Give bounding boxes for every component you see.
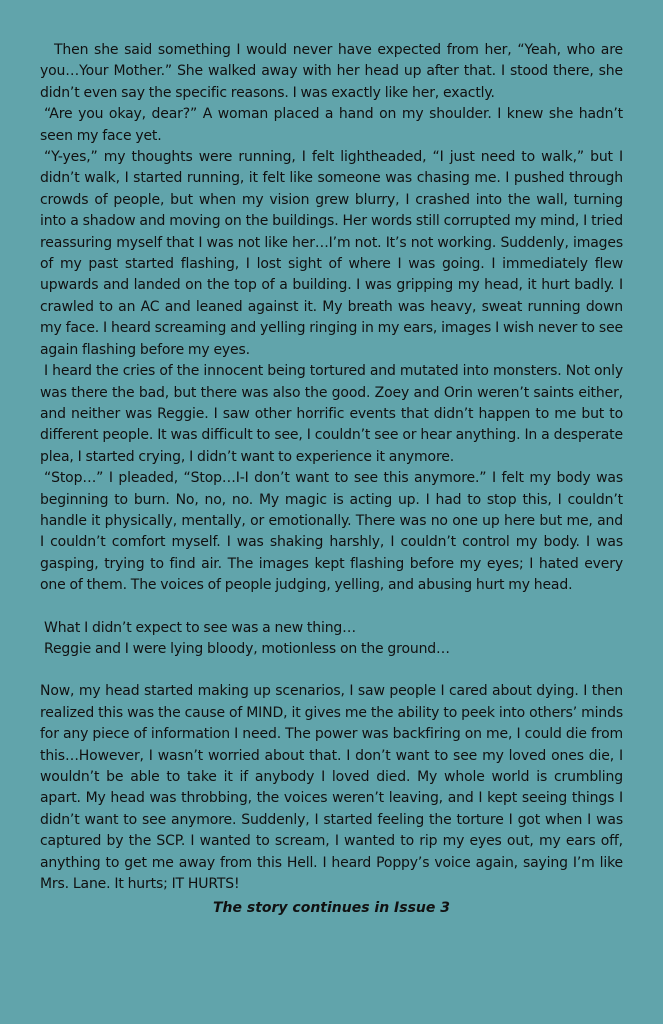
paragraph-3: “Y-yes,” my thoughts were running, I felt lightheaded, “I just need to walk,” but I didn’t walk, I started running, it felt like someone was chasing me. I pushed through crowds of people, but when my vision grew blurry, I crashed into the wall, turning into a shadow and moving on the buildings. Her words still corrupted my mind, I tried reassuring myself that I was not like her…I’m not. It’s not working. Suddenly, images of my past started flashing, I lost sight of where I was going. I immediately flew upwards and landed on the top of a building. I was gripping my head, it hurt badly. I crawled to an AC and leaned against it. My breath was heavy, sweat running down my face. I heard screaming and yelling ringing in my ears, images I wish never to see again flashing before my eyes. [40, 149, 623, 358]
paragraph-6: What I didn’t expect to see was a new thing… [44, 619, 357, 636]
paragraph-gap [40, 660, 623, 681]
paragraph-gap [40, 597, 623, 618]
paragraph-2: “Are you okay, dear?” A woman placed a hand on my shoulder. I knew she hadn’t seen my face yet. [40, 106, 623, 144]
continued-note: The story continues in Issue 3 [212, 900, 451, 917]
paragraph-4: I heard the cries of the innocent being tortured and mutated into monsters. Not only was there the bad, but there was also the good. Zoey and Orin weren’t saints either, and neither was Reggie. I saw other horrific events that didn’t happen to me but to different people. It was difficult to see, I couldn’t see or hear anything. In a desperate plea, I started crying, I didn’t want to experience it anymore. [40, 363, 623, 465]
paragraph-7: Reggie and I were lying bloody, motionless on the ground… [44, 640, 450, 657]
paragraph-1: Then she said something I would never have expected from her, “Yeah, who are you…Your Mother.” She walked away with her head up after that. I stood there, she didn’t even say the specific reasons. I was exactly like her, exactly. [40, 42, 623, 101]
paragraph-8: Now, my head started making up scenarios, I saw people I cared about dying. I then realized this was the cause of MIND, it gives me the ability to peek into others’ minds for any piece of information I need. The power was backfiring on me, I could die from this…However, I wasn’t worried about that. I don’t want to see my loved ones die, I wouldn’t be able to take it if anybody I loved died. My whole world is crumbling apart. My head was throbbing, the voices weren’t leaving, and I kept seeing things I didn’t want to see anymore. Suddenly, I started feeling the torture I got when I was captured by the SCP. I wanted to scream, I wanted to rip my eyes out, my ears off, anything to get me away from this Hell. I heard Poppy’s voice again, saying I’m like Mrs. Lane. It hurts; IT HURTS! [40, 683, 623, 893]
paragraph-5: “Stop…” I pleaded, “Stop…I-I don’t want to see this anymore.” I felt my body was beginning to burn. No, no, no. My magic is acting up. I had to stop this, I couldn’t handle it physically, mentally, or emotionally. There was no one up here but me, and I couldn’t comfort myself. I was shaking harshly, I couldn’t control my body. I was gasping, trying to find air. The images kept flashing before my eyes; I hated every one of them. The voices of people judging, yelling, and abusing hurt my head. [40, 470, 623, 594]
